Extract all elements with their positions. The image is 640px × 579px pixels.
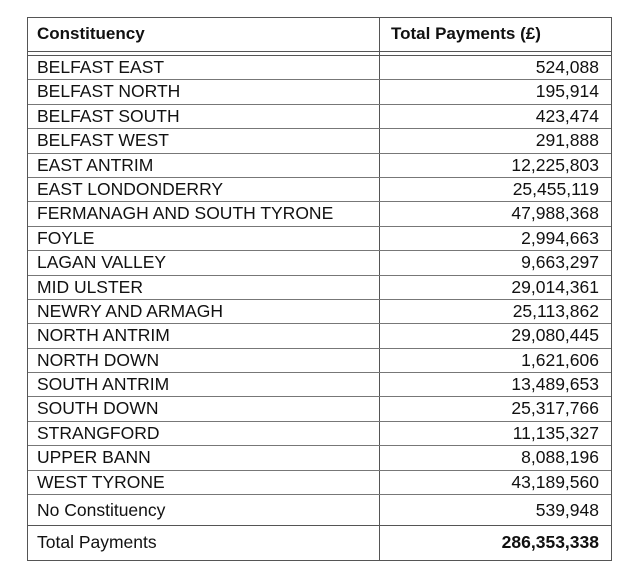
table-row — [28, 276, 611, 300]
constituency-cell: WEST TYRONE — [28, 471, 380, 494]
table-row — [28, 202, 611, 226]
table-row — [28, 397, 611, 421]
table-row — [28, 178, 611, 202]
constituency-cell: MID ULSTER — [28, 276, 380, 299]
payment-cell: 47,988,368 — [511, 203, 599, 224]
table-row — [28, 324, 611, 348]
table-row — [28, 422, 611, 446]
table-row — [28, 80, 611, 104]
constituency-cell: BELFAST SOUTH — [28, 105, 380, 128]
constituency-cell: NORTH ANTRIM — [28, 324, 380, 347]
constituency-cell: EAST ANTRIM — [28, 154, 380, 177]
payment-cell: 8,088,196 — [521, 447, 599, 468]
table-row — [28, 105, 611, 129]
payment-cell: 25,455,119 — [512, 178, 599, 199]
no-constituency-row — [28, 495, 611, 526]
payment-cell: 43,189,560 — [511, 471, 599, 492]
table-row — [28, 471, 611, 495]
table-row — [28, 251, 611, 275]
no-constituency-label: No Constituency — [28, 495, 380, 525]
payment-cell: 13,489,653 — [511, 374, 599, 395]
table-row — [28, 373, 611, 397]
constituency-cell: UPPER BANN — [28, 446, 380, 469]
payment-cell: 25,317,766 — [511, 398, 599, 419]
payment-cell: 29,080,445 — [511, 325, 599, 346]
table-row — [28, 300, 611, 324]
header-constituency: Constituency — [28, 18, 380, 51]
payments-table — [27, 17, 612, 561]
constituency-cell: SOUTH DOWN — [28, 397, 380, 420]
table-row — [28, 129, 611, 153]
payment-cell: 11,135,327 — [512, 422, 599, 443]
table-header — [28, 18, 611, 52]
constituency-cell: BELFAST NORTH — [28, 80, 380, 103]
table-row — [28, 154, 611, 178]
constituency-cell: EAST LONDONDERRY — [28, 178, 380, 201]
table-body — [28, 56, 611, 495]
payment-cell: 291,888 — [535, 130, 599, 151]
payment-cell: 1,621,606 — [521, 349, 599, 370]
total-label: Total Payments — [28, 526, 380, 560]
table-row — [28, 56, 611, 80]
constituency-cell: NEWRY AND ARMAGH — [28, 300, 380, 323]
constituency-cell: NORTH DOWN — [28, 349, 380, 372]
payment-cell: 2,994,663 — [521, 227, 599, 248]
constituency-cell: SOUTH ANTRIM — [28, 373, 380, 396]
constituency-cell: FOYLE — [28, 227, 380, 250]
payment-cell: 9,663,297 — [521, 252, 599, 273]
payment-cell: 29,014,361 — [511, 276, 599, 297]
constituency-cell: STRANGFORD — [28, 422, 380, 445]
payment-cell: 195,914 — [535, 81, 599, 102]
payment-cell: 524,088 — [535, 57, 599, 77]
table-row — [28, 227, 611, 251]
table-row — [28, 349, 611, 373]
payment-cell: 12,225,803 — [511, 154, 599, 175]
payment-cell: 423,474 — [535, 105, 599, 126]
no-constituency-value: 539,948 — [535, 500, 599, 521]
payment-cell: 25,113,862 — [512, 300, 599, 321]
total-row — [28, 526, 611, 560]
constituency-cell: LAGAN VALLEY — [28, 251, 380, 274]
table-row — [28, 446, 611, 470]
constituency-cell: BELFAST WEST — [28, 129, 380, 152]
constituency-cell: FERMANAGH AND SOUTH TYRONE — [28, 202, 380, 225]
total-value: 286,353,338 — [501, 532, 599, 553]
constituency-cell: BELFAST EAST — [28, 56, 380, 79]
header-total-payments: Total Payments (£) — [391, 24, 541, 43]
